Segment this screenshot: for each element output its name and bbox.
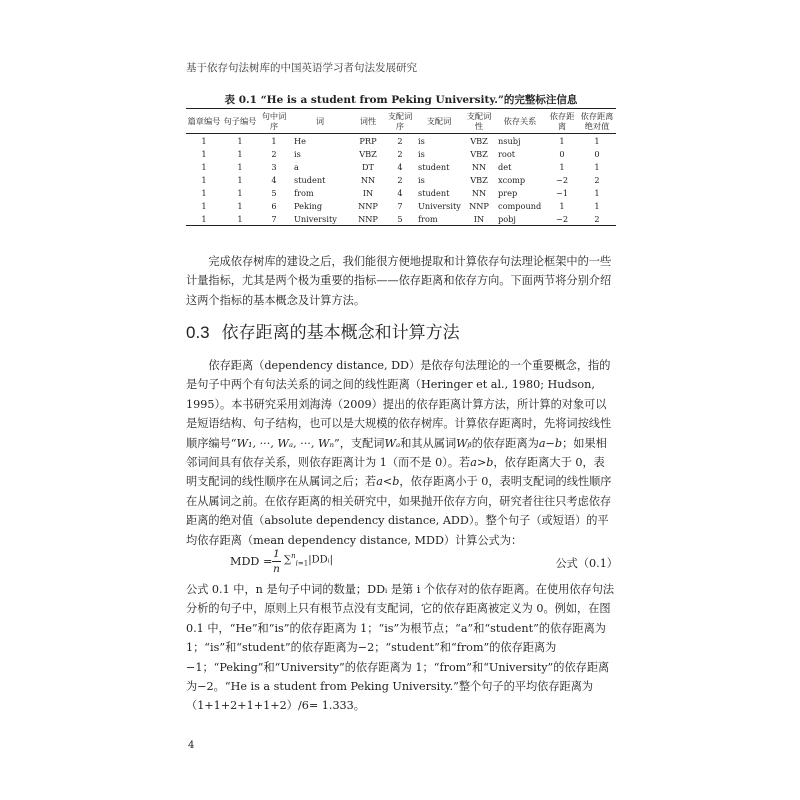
fraction-numerator: 1 [273, 548, 280, 560]
table-caption: 表 0.1 “He is a student from Peking University.”的完整标注信息 [224, 94, 578, 106]
table-cell: is [418, 135, 425, 146]
formula-lhs: MDD = [230, 555, 273, 568]
table-cell: 1 [201, 174, 207, 185]
running-header: 基于依存句法树库的中国英语学习者句法发展研究 [186, 62, 417, 74]
header-cell: 词 [290, 109, 350, 134]
annotation-table-container [186, 108, 616, 226]
fraction-denominator: n [273, 563, 280, 575]
table-cell: student [418, 161, 450, 172]
table-cell: 1 [594, 200, 600, 211]
table-cell: 7 [397, 200, 403, 211]
table-cell: University [418, 200, 461, 211]
table-cell: a [294, 161, 299, 172]
table-cell: 1 [594, 135, 600, 146]
table-cell: student [294, 174, 326, 185]
table-cell: 3 [271, 161, 277, 172]
table-cell: 1 [201, 200, 207, 211]
table-cell: 1 [237, 187, 243, 198]
table-cell: 1 [559, 135, 565, 146]
annotation-table [186, 108, 616, 226]
table-cell: 1 [222, 212, 258, 226]
table-cell: NNP [469, 200, 489, 211]
table-cell: VBZ [470, 148, 488, 159]
text-run: 的依存距离为 [471, 436, 539, 450]
text-run: ，依存距离小于 0，表明支配词的线性顺序在从属词之前。在依存距离的相关研究中，如果抛开依存方向，研究者往往只考虑依存距离的绝对值（absolute dependency distance, ADD）。整个句子（或短语）的平均依存距离（mean dependency distance, MDD）计算公式为： [186, 475, 612, 547]
formula-tag: 公式（0.1） [555, 557, 618, 570]
header-cell: 依存距离绝对值 [578, 109, 616, 134]
table-cell: pobj [494, 212, 546, 226]
table-cell: NN [471, 187, 487, 198]
table-row [186, 186, 616, 199]
paragraph-definition [186, 356, 616, 550]
table-cell: 1 [237, 174, 243, 185]
table-header-row [186, 109, 616, 134]
formula-block [230, 548, 618, 578]
word-list-math: W₁, ···, Wₐ, ···, Wₙ [236, 436, 334, 450]
table-row [186, 199, 616, 212]
table-cell: IN [464, 212, 494, 226]
table-cell: IN [362, 187, 374, 198]
table-cell: 0 [559, 148, 565, 159]
table-cell: 2 [397, 135, 403, 146]
page-number: 4 [188, 740, 195, 751]
dependent-word-math: Wᵦ [456, 436, 472, 450]
table-cell: 2 [397, 174, 403, 185]
paragraph-intro [186, 252, 616, 310]
table-cell: He [294, 135, 306, 146]
table-row [186, 147, 616, 160]
table-row [186, 173, 616, 186]
table-cell: 1 [594, 187, 600, 198]
section-heading [186, 318, 460, 343]
table-cell: root [498, 148, 516, 159]
table-cell: 1 [201, 148, 207, 159]
table-cell: University [290, 212, 350, 226]
table-cell: 2 [271, 148, 277, 159]
table-cell: 4 [397, 187, 403, 198]
table-cell: 4 [397, 161, 403, 172]
condition-expression: a<b [376, 475, 400, 489]
table-cell: VBZ [470, 174, 488, 185]
table-cell: 0 [594, 148, 600, 159]
table-cell: 1 [237, 148, 243, 159]
text-run: ，依存距离大于 0，表明支配词的线性顺序在从属词之后；若 [186, 456, 605, 489]
header-cell: 词性 [350, 109, 386, 134]
table-cell: 1 [186, 212, 222, 226]
table-cell: det [498, 161, 512, 172]
table-cell: is [418, 174, 425, 185]
table-cell: 1 [201, 161, 207, 172]
table-cell: 1 [559, 161, 565, 172]
text-run: 依存距离（dependency distance, DD）是依存句法理论的一个重要概念，指的是句子中两个有句法关系的词之间的线性距离（Heringer et al., 1980; Hudson, 1995）。本书研究采用刘海涛（2009）提出的依存距离计算方法，所计算的对象可以是短语结构、句子结构，也可以是大规模的依存树库。计算依存距离时，先将词按线性顺序编号“ [186, 359, 612, 450]
table-cell: NN [360, 174, 376, 185]
table-body [186, 134, 616, 226]
header-cell: 支配词 [414, 109, 464, 134]
text-run: ”，支配词 [334, 436, 385, 450]
table-cell: is [418, 148, 425, 159]
text-run: ；如果相邻词间具有依存关系，则依存距离计为 1（而不是 0）。若 [186, 436, 607, 470]
header-cell: 依存距离 [546, 109, 578, 134]
table-cell: VBZ [470, 135, 488, 146]
table-cell: −2 [555, 174, 569, 185]
table-cell: 1 [594, 161, 600, 172]
table-cell: NN [471, 161, 487, 172]
header-cell: 句子编号 [222, 109, 258, 134]
table-row [186, 134, 616, 148]
table-cell: 1 [237, 200, 243, 211]
table-cell: −2 [546, 212, 578, 226]
table-cell: 2 [397, 148, 403, 159]
header-cell: 依存关系 [494, 109, 546, 134]
fraction-bar [272, 561, 281, 562]
table-cell: from [294, 187, 314, 198]
table-row [186, 160, 616, 173]
table-cell: 2 [578, 212, 616, 226]
paragraph-text: 完成依存树库的建设之后，我们能很方便地提取和计算依存句法理论框架中的一些计量指标，尤其是两个极为重要的指标——依存距离和依存方向。下面两节将分别介绍这两个指标的基本概念及计算方法。 [186, 255, 612, 307]
table-cell: 6 [271, 200, 277, 211]
table-cell: −1 [555, 187, 569, 198]
table-cell: compound [498, 200, 542, 211]
header-cell: 句中词序 [258, 109, 290, 134]
paragraph-text [186, 356, 616, 550]
section-number: 0.3 [186, 323, 210, 342]
table-cell: VBZ [359, 148, 377, 159]
table-cell: is [294, 148, 301, 159]
table-cell: 5 [271, 187, 277, 198]
header-cell: 篇章编号 [186, 109, 222, 134]
table-cell: NNP [358, 200, 378, 211]
table-cell: NNP [350, 212, 386, 226]
table-cell: 7 [258, 212, 290, 226]
table-cell: PRP [359, 135, 377, 146]
table-cell: 4 [271, 174, 277, 185]
table-cell: nsubj [498, 135, 521, 146]
table-cell: prep [498, 187, 518, 198]
header-cell: 支配词性 [464, 109, 494, 134]
table-cell: 2 [594, 174, 600, 185]
distance-expression: a−b [538, 436, 563, 450]
text-run: 和其从属词 [400, 436, 457, 450]
table-cell: Peking [294, 200, 323, 211]
condition-expression: a>b [470, 456, 494, 470]
table-cell: 1 [201, 187, 207, 198]
table-cell: xcomp [498, 174, 526, 185]
section-title: 依存距离的基本概念和计算方法 [221, 323, 460, 343]
table-cell: 5 [386, 212, 414, 226]
table-cell: 1 [237, 161, 243, 172]
table-cell: 1 [559, 200, 565, 211]
paragraph-example [186, 580, 616, 716]
table-cell: DT [361, 161, 375, 172]
summation: ∑$^n_{i=1}$|DDᵢ| [284, 552, 334, 568]
table-cell: 1 [237, 135, 243, 146]
head-word-math: Wₐ [384, 436, 401, 450]
table-cell: 1 [201, 135, 207, 146]
table-cell: 1 [271, 135, 277, 146]
formula-fraction [272, 548, 281, 575]
table-cell: from [414, 212, 464, 226]
paragraph-text: 公式 0.1 中，n 是句子中词的数量；DDᵢ 是第 i 个依存对的依存距离。在使用依存句法分析的句子中，原则上只有根节点没有支配词，它的依存距离被定义为 0。例如，在图 0.1 中，“He”和“is”的依存距离为 1；“is”为根节点；“a”和“student”的依存距离为 1；“is”和“student”的依存距离为−2；“student”和“from”的依存距离为−1；“Peking”和“University”的依存距离为 1；“from”和“University”的依存距离为−2。“He is a student from Peking University.”整个句子的平均依存距离为（1+1+2+1+1+2）/6= 1.333。 [186, 583, 615, 713]
header-cell: 支配词序 [386, 109, 414, 134]
summation-body: |DDᵢ| [308, 554, 334, 566]
table-cell: student [418, 187, 450, 198]
table-row [186, 212, 616, 226]
